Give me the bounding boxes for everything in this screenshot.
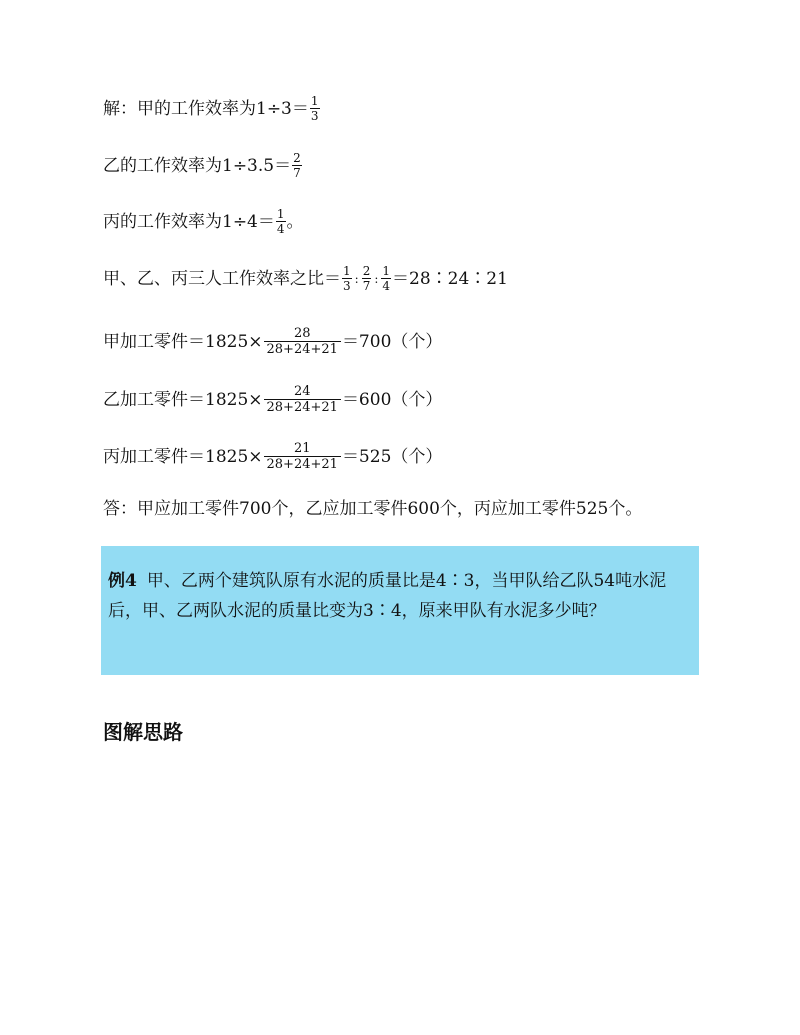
fraction xyxy=(264,326,341,357)
line-text: 乙的工作效率为1÷3.5＝ xyxy=(103,155,292,176)
fraction-numerator: 1 xyxy=(343,264,351,278)
fraction xyxy=(292,151,302,180)
ratio-separator: : xyxy=(354,271,359,286)
fraction-denominator: 3 xyxy=(343,279,351,293)
fraction xyxy=(276,207,286,236)
fraction-numerator: 2 xyxy=(362,264,371,278)
fraction xyxy=(264,384,341,415)
fraction-numerator: 21 xyxy=(293,441,311,456)
line-text: 乙加工零件＝1825× xyxy=(103,389,263,410)
fraction-denominator: 28+24+21 xyxy=(264,399,341,415)
line-result: ＝525（个） xyxy=(341,446,443,467)
example-text: 甲、乙两个建筑队原有水泥的质量比是4∶3，当甲队给乙队54吨水泥后，甲、乙两队水泥的质量比变为3∶4，原来甲队有水泥多少吨？ xyxy=(108,571,667,621)
solution-line-6 xyxy=(103,384,442,415)
line-text: 解：甲的工作效率为1÷3＝ xyxy=(103,98,309,119)
fraction-numerator: 24 xyxy=(293,384,311,399)
answer-text: 答：甲应加工零件700个，乙应加工零件600个，丙应加工零件525个。 xyxy=(103,499,643,519)
solution-line-1 xyxy=(103,94,321,123)
fraction-numerator: 28 xyxy=(293,326,311,341)
fraction xyxy=(362,264,372,293)
fraction xyxy=(381,264,391,293)
solution-line-3 xyxy=(103,207,304,236)
solution-line-4 xyxy=(103,264,508,293)
line-text: 丙的工作效率为1÷4＝ xyxy=(103,211,275,232)
fraction xyxy=(264,441,341,472)
fraction-denominator: 3 xyxy=(310,109,319,123)
line-text: 丙加工零件＝1825× xyxy=(103,446,263,467)
line-result: ＝600（个） xyxy=(341,389,443,410)
fraction-numerator: 1 xyxy=(310,94,319,108)
section-heading: 图解思路 xyxy=(103,720,183,744)
line-result: ＝700（个） xyxy=(341,331,443,352)
line-result: ＝28∶24∶21 xyxy=(392,268,508,289)
example-box xyxy=(101,546,699,675)
line-text: 甲、乙、丙三人工作效率之比＝ xyxy=(103,268,341,289)
fraction xyxy=(342,264,352,293)
fraction xyxy=(310,94,320,123)
answer-line xyxy=(103,498,642,520)
solution-line-5 xyxy=(103,326,442,357)
fraction-denominator: 7 xyxy=(362,279,371,293)
fraction-denominator: 4 xyxy=(382,279,391,293)
solution-line-7 xyxy=(103,441,442,472)
fraction-numerator: 1 xyxy=(382,264,391,278)
line-text: 甲加工零件＝1825× xyxy=(103,331,263,352)
line-end-punct: 。 xyxy=(286,211,304,232)
fraction-denominator: 4 xyxy=(276,222,285,236)
solution-line-2 xyxy=(103,151,303,180)
fraction-numerator: 2 xyxy=(293,151,301,165)
example-problem xyxy=(108,566,694,626)
fraction-denominator: 28+24+21 xyxy=(264,456,341,472)
fraction-denominator: 7 xyxy=(293,166,301,180)
fraction-numerator: 1 xyxy=(276,207,285,221)
fraction-denominator: 28+24+21 xyxy=(264,341,341,357)
ratio-separator: : xyxy=(374,271,379,286)
example-label: 例4 xyxy=(108,571,137,591)
